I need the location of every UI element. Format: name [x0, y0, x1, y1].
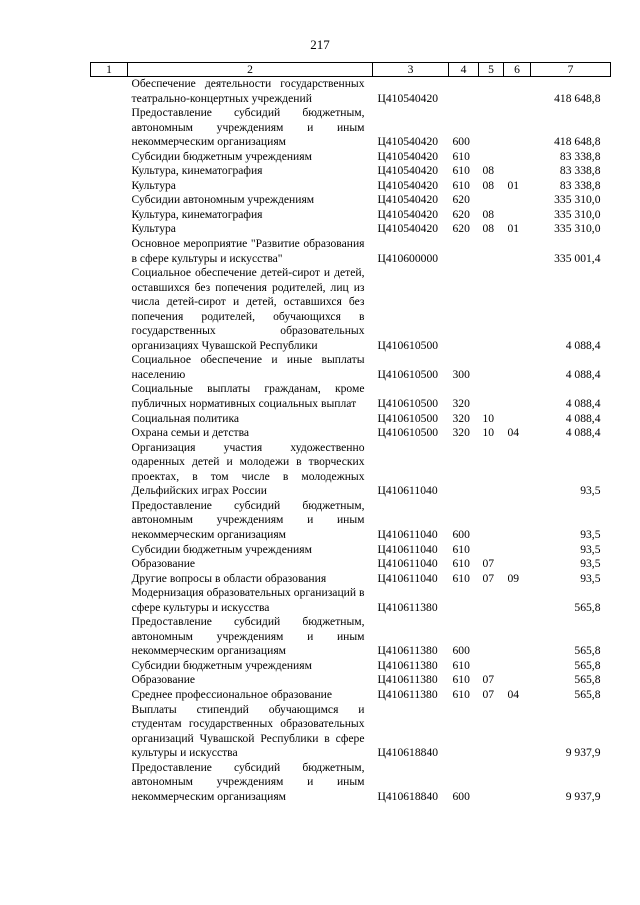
- row-subsection-cell: [504, 150, 531, 165]
- header-cell-7: 7: [531, 63, 611, 77]
- row-section-cell: [479, 193, 504, 208]
- row-expense-type-cell: 610: [452, 557, 470, 571]
- row-section-cell: [479, 543, 504, 558]
- row-name-cell: Организация участия художественно одаренных детей и молодежи в творческих проектах, в том числе в молодежных Дельфийских играх России: [131, 440, 365, 498]
- table-row: [91, 222, 611, 237]
- row-sum-cell: 4 088,4: [565, 411, 601, 425]
- row-number-cell: [91, 557, 128, 572]
- table-row: [91, 761, 611, 805]
- row-section-cell: [479, 353, 504, 382]
- row-code-cell: Ц410611380: [377, 658, 438, 672]
- table-row: [91, 164, 611, 179]
- row-section-cell: 07: [482, 557, 495, 571]
- row-section-cell: [479, 586, 504, 615]
- row-section-cell: [479, 441, 504, 499]
- row-code-cell: Ц410611380: [377, 687, 438, 701]
- row-name-cell: Модернизация образовательных организаций в сфере культуры и искусства: [131, 586, 365, 614]
- row-sum-cell: 83 338,8: [559, 149, 601, 163]
- row-name-cell: Социальные выплаты гражданам, кроме публичных нормативных социальных выплат: [131, 382, 365, 411]
- row-section-cell: [479, 659, 504, 674]
- page-number: 217: [310, 37, 330, 52]
- row-code-cell: Ц410540420: [377, 178, 439, 192]
- row-section-cell: [479, 382, 504, 411]
- table-row: [91, 499, 611, 543]
- row-expense-type-cell: 320: [452, 426, 470, 440]
- row-section-cell: 07: [482, 571, 495, 585]
- row-number-cell: [91, 164, 128, 179]
- row-code-cell: Ц410610500: [377, 367, 439, 381]
- row-code-cell: Ц410540420: [377, 91, 439, 105]
- row-sum-cell: 9 937,9: [565, 789, 601, 803]
- row-sum-cell: 4 088,4: [565, 367, 601, 381]
- table-row: [91, 208, 611, 223]
- row-subsection-cell: [504, 412, 531, 427]
- table-row: [91, 382, 611, 411]
- row-section-cell: 08: [482, 207, 495, 221]
- row-code-cell: Ц410610500: [377, 411, 439, 425]
- row-expense-type-cell: 620: [452, 193, 470, 207]
- row-number-cell: [91, 615, 128, 659]
- row-expense-type-cell: 300: [452, 367, 470, 381]
- row-number-cell: [91, 266, 128, 353]
- row-sum-cell: 335 310,0: [554, 207, 601, 221]
- row-number-cell: [91, 412, 128, 427]
- row-subsection-cell: [504, 557, 531, 572]
- row-number-cell: [91, 237, 128, 266]
- row-expense-type-cell: 320: [452, 411, 470, 425]
- table-row: [91, 412, 611, 427]
- row-expense-type-cell: [449, 703, 479, 761]
- row-subsection-cell: [504, 164, 531, 179]
- row-sum-cell: 83 338,8: [559, 178, 601, 192]
- row-subsection-cell: [504, 673, 531, 688]
- row-sum-cell: 4 088,4: [565, 426, 601, 440]
- table-row: [91, 441, 611, 499]
- row-name-cell: Социальная политика: [131, 411, 240, 425]
- table-row: [91, 353, 611, 382]
- row-sum-cell: 93,5: [580, 527, 601, 541]
- table-row: [91, 179, 611, 194]
- row-expense-type-cell: 610: [452, 149, 470, 163]
- table-row: [91, 543, 611, 558]
- row-section-cell: 10: [482, 411, 495, 425]
- table-row: [91, 150, 611, 165]
- row-number-cell: [91, 208, 128, 223]
- row-name-cell: Предоставление субсидий бюджетным, автономным учреждениям и иным некоммерческим организациям: [131, 106, 365, 149]
- row-subsection-cell: [504, 659, 531, 674]
- row-subsection-cell: 09: [507, 571, 520, 585]
- table-row: [91, 659, 611, 674]
- row-subsection-cell: [504, 543, 531, 558]
- row-number-cell: [91, 761, 128, 805]
- row-sum-cell: 565,8: [574, 673, 601, 687]
- row-sum-cell: 83 338,8: [559, 164, 601, 178]
- row-name-cell: Обеспечение деятельности государственных театрально-концертных учреждений: [131, 77, 365, 105]
- row-expense-type-cell: 610: [452, 687, 470, 701]
- row-expense-type-cell: [449, 266, 479, 353]
- row-name-cell: Субсидии бюджетным учреждениям: [131, 658, 312, 672]
- row-name-cell: Предоставление субсидий бюджетным, автономным учреждениям и иным некоммерческим организациям: [131, 615, 365, 658]
- row-expense-type-cell: [449, 237, 479, 266]
- row-name-cell: Субсидии бюджетным учреждениям: [131, 149, 312, 163]
- row-number-cell: [91, 106, 128, 150]
- row-number-cell: [91, 77, 128, 107]
- table-row: [91, 586, 611, 615]
- row-expense-type-cell: [449, 77, 479, 107]
- table-row: [91, 77, 611, 107]
- row-code-cell: Ц410611040: [377, 484, 438, 498]
- header-cell-1: 1: [91, 63, 128, 77]
- row-expense-type-cell: 320: [452, 397, 470, 411]
- row-name-cell: Охрана семьи и детства: [131, 426, 250, 440]
- row-name-cell: Среднее профессиональное образование: [131, 687, 333, 701]
- row-number-cell: [91, 193, 128, 208]
- row-code-cell: Ц410618840: [377, 789, 439, 803]
- row-subsection-cell: [504, 353, 531, 382]
- row-code-cell: Ц410611040: [377, 527, 438, 541]
- row-expense-type-cell: 610: [452, 571, 470, 585]
- row-section-cell: 07: [482, 673, 495, 687]
- row-name-cell: Социальное обеспечение и иные выплаты населению: [131, 353, 365, 381]
- row-number-cell: [91, 222, 128, 237]
- row-name-cell: Предоставление субсидий бюджетным, автономным учреждениям и иным некоммерческим организациям: [131, 760, 365, 803]
- table-body: [91, 77, 611, 805]
- row-number-cell: [91, 673, 128, 688]
- row-subsection-cell: 04: [507, 687, 520, 701]
- row-number-cell: [91, 353, 128, 382]
- row-section-cell: 10: [482, 426, 495, 440]
- row-expense-type-cell: [449, 441, 479, 499]
- row-sum-cell: 565,8: [574, 600, 601, 614]
- row-expense-type-cell: 610: [452, 164, 470, 178]
- row-number-cell: [91, 586, 128, 615]
- row-sum-cell: 93,5: [580, 571, 601, 585]
- row-section-cell: [479, 499, 504, 543]
- row-name-cell: Предоставление субсидий бюджетным, автономным учреждениям и иным некоммерческим организациям: [131, 498, 365, 541]
- row-subsection-cell: [504, 208, 531, 223]
- row-code-cell: Ц410611040: [377, 571, 438, 585]
- row-subsection-cell: 01: [507, 222, 520, 236]
- row-section-cell: [479, 77, 504, 107]
- row-subsection-cell: [504, 237, 531, 266]
- row-code-cell: Ц410610500: [377, 338, 439, 352]
- row-subsection-cell: [504, 586, 531, 615]
- row-code-cell: Ц410540420: [377, 164, 439, 178]
- table-row: [91, 237, 611, 266]
- row-code-cell: Ц410611380: [377, 600, 438, 614]
- row-sum-cell: 335 310,0: [554, 222, 601, 236]
- header-cell-6: 6: [504, 63, 531, 77]
- row-sum-cell: 335 001,4: [554, 251, 601, 265]
- row-code-cell: Ц410540420: [377, 193, 439, 207]
- row-sum-cell: 4 088,4: [565, 397, 601, 411]
- row-section-cell: 08: [482, 178, 495, 192]
- row-expense-type-cell: 610: [452, 542, 470, 556]
- row-sum-cell: 335 310,0: [554, 193, 601, 207]
- row-number-cell: [91, 150, 128, 165]
- header-row: [91, 63, 611, 77]
- header-cell-5: 5: [479, 63, 504, 77]
- row-section-cell: 07: [482, 687, 495, 701]
- row-subsection-cell: 04: [507, 426, 520, 440]
- row-sum-cell: 4 088,4: [565, 338, 601, 352]
- row-name-cell: Социальное обеспечение детей-сирот и детей, оставшихся без попечения родителей, лиц из числа детей-сирот и детей, оставшихся без попечения родителей, обучающихся в государственных образовательных организациях Чувашской Республики: [131, 266, 365, 352]
- row-number-cell: [91, 688, 128, 703]
- row-expense-type-cell: 600: [452, 527, 470, 541]
- row-section-cell: [479, 266, 504, 353]
- row-sum-cell: 565,8: [574, 644, 601, 658]
- row-expense-type-cell: 620: [452, 207, 470, 221]
- table-row: [91, 688, 611, 703]
- row-subsection-cell: 01: [507, 178, 520, 192]
- row-name-cell: Другие вопросы в области образования: [131, 571, 327, 585]
- row-sum-cell: 93,5: [580, 484, 601, 498]
- table-row: [91, 703, 611, 761]
- row-subsection-cell: [504, 382, 531, 411]
- table-row: [91, 557, 611, 572]
- table-row: [91, 615, 611, 659]
- row-section-cell: [479, 237, 504, 266]
- header-cell-2: 2: [128, 63, 373, 77]
- row-section-cell: [479, 761, 504, 805]
- row-section-cell: 08: [482, 222, 495, 236]
- row-code-cell: Ц410618840: [377, 746, 439, 760]
- row-sum-cell: 565,8: [574, 658, 601, 672]
- row-number-cell: [91, 441, 128, 499]
- row-subsection-cell: [504, 266, 531, 353]
- row-section-cell: [479, 150, 504, 165]
- row-number-cell: [91, 543, 128, 558]
- table-header: [91, 63, 611, 77]
- row-code-cell: Ц410540420: [377, 222, 439, 236]
- table-row: [91, 673, 611, 688]
- row-code-cell: Ц410540420: [377, 135, 439, 149]
- row-subsection-cell: [504, 703, 531, 761]
- row-name-cell: Образование: [131, 557, 196, 571]
- row-code-cell: Ц410611040: [377, 542, 438, 556]
- row-code-cell: Ц410610500: [377, 426, 439, 440]
- row-code-cell: Ц410540420: [377, 207, 439, 221]
- row-expense-type-cell: 600: [452, 789, 470, 803]
- row-sum-cell: 9 937,9: [565, 746, 601, 760]
- row-expense-type-cell: 610: [452, 178, 470, 192]
- row-name-cell: Основное мероприятие "Развитие образования в сфере культуры и искусства": [131, 237, 365, 265]
- row-subsection-cell: [504, 441, 531, 499]
- row-name-cell: Субсидии автономным учреждениям: [131, 193, 315, 207]
- row-name-cell: Культура: [131, 222, 176, 236]
- row-sum-cell: 93,5: [580, 557, 601, 571]
- row-name-cell: Культура, кинематография: [131, 164, 263, 178]
- table-row: [91, 193, 611, 208]
- row-expense-type-cell: 600: [452, 135, 470, 149]
- table-row: [91, 426, 611, 441]
- row-expense-type-cell: 610: [452, 673, 470, 687]
- row-section-cell: [479, 703, 504, 761]
- row-code-cell: Ц410611040: [377, 557, 438, 571]
- row-expense-type-cell: 620: [452, 222, 470, 236]
- row-sum-cell: 93,5: [580, 542, 601, 556]
- row-sum-cell: 418 648,8: [554, 91, 601, 105]
- row-number-cell: [91, 426, 128, 441]
- row-subsection-cell: [504, 761, 531, 805]
- row-number-cell: [91, 659, 128, 674]
- row-subsection-cell: [504, 499, 531, 543]
- row-code-cell: Ц410600000: [377, 251, 439, 265]
- row-sum-cell: 565,8: [574, 687, 601, 701]
- row-subsection-cell: [504, 615, 531, 659]
- row-code-cell: Ц410611380: [377, 644, 438, 658]
- row-name-cell: Культура, кинематография: [131, 207, 263, 221]
- row-number-cell: [91, 572, 128, 587]
- row-code-cell: Ц410610500: [377, 397, 439, 411]
- row-number-cell: [91, 179, 128, 194]
- row-number-cell: [91, 703, 128, 761]
- row-expense-type-cell: 610: [452, 658, 470, 672]
- row-section-cell: [479, 615, 504, 659]
- header-cell-3: 3: [373, 63, 449, 77]
- row-sum-cell: 418 648,8: [554, 135, 601, 149]
- row-number-cell: [91, 382, 128, 411]
- row-subsection-cell: [504, 77, 531, 107]
- table-row: [91, 572, 611, 587]
- row-subsection-cell: [504, 193, 531, 208]
- row-code-cell: Ц410540420: [377, 149, 439, 163]
- row-section-cell: [479, 106, 504, 150]
- row-subsection-cell: [504, 106, 531, 150]
- row-code-cell: Ц410611380: [377, 673, 438, 687]
- row-name-cell: Субсидии бюджетным учреждениям: [131, 542, 312, 556]
- row-section-cell: 08: [482, 164, 495, 178]
- row-name-cell: Образование: [131, 673, 196, 687]
- budget-table: [90, 62, 611, 804]
- table-row: [91, 266, 611, 353]
- row-name-cell: Выплаты стипендий обучающимся и студентам государственных образовательных организаций Чувашской Республики в сфере культуры и искусства: [131, 702, 365, 760]
- table-row: [91, 106, 611, 150]
- row-expense-type-cell: [449, 586, 479, 615]
- row-expense-type-cell: 600: [452, 644, 470, 658]
- row-name-cell: Культура: [131, 178, 176, 192]
- row-number-cell: [91, 499, 128, 543]
- header-cell-4: 4: [449, 63, 479, 77]
